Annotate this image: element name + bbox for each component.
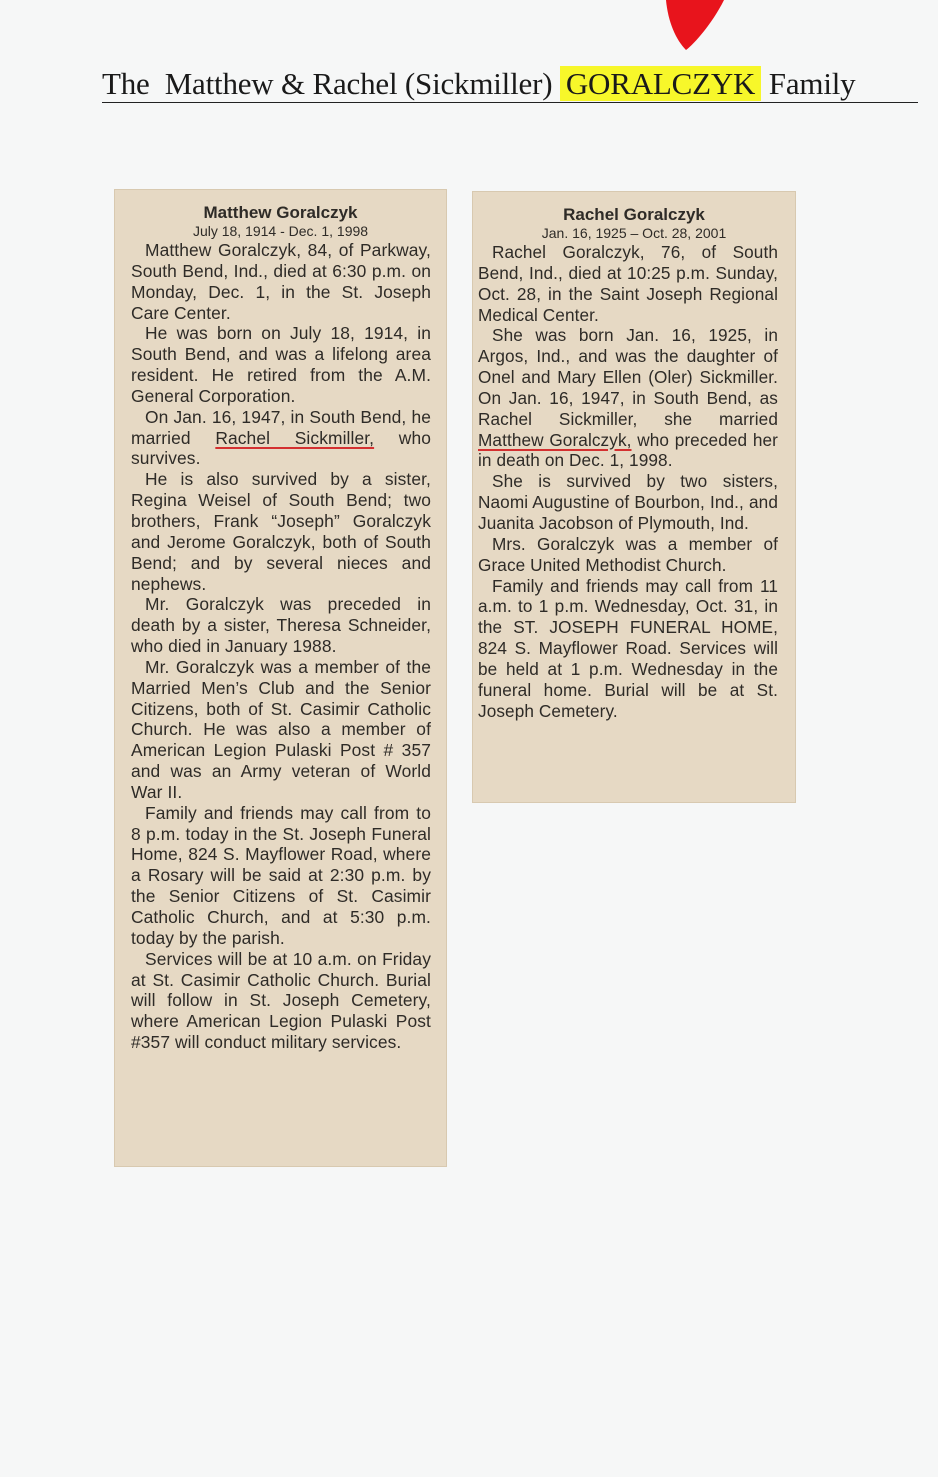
obituary-body: [114, 240, 447, 1053]
obituary-paragraph: Mr. Goralczyk was a member of the Married Men’s Club and the Senior Citizens, both of St. Casimir Catholic Church. He was also a member of American Legion Pulaski Post # 357 and was an Army veteran of World War II.: [131, 656, 431, 802]
obituary-clipping-matthew: [114, 189, 447, 1167]
obituary-paragraph: Services will be at 10 a.m. on Friday at St. Casimir Catholic Church. Burial will follow in St. Joseph Cemetery, where American Legion Pulaski Post #357 will conduct military services.: [131, 948, 431, 1053]
obituary-name: Rachel Goralczyk: [563, 205, 705, 224]
obituary-clipping-rachel: [472, 191, 796, 803]
paragraph-text: She was born Jan. 16, 1925, in Argos, Ind., and was the daughter of Onel and Mary Ellen (Oler) Sickmiller. On Jan. 16, 1947, in South Bend, as Rachel Sickmiller, she married: [478, 325, 778, 429]
underlined-spouse-name: Rachel Sickmiller,: [215, 427, 375, 448]
obituary-paragraph: She is survived by two sisters, Naomi Augustine of Bourbon, Ind., and Juanita Jacobson of Plymouth, Ind.: [478, 471, 778, 533]
title-surname-highlight: GORALCZYK: [560, 66, 761, 101]
obituary-paragraph: [131, 407, 431, 470]
obituary-paragraph: Mr. Goralczyk was preceded in death by a sister, Theresa Schneider, who died in January 1988.: [131, 594, 431, 657]
title-suffix: Family: [761, 66, 856, 101]
obituary-paragraph: He is also survived by a sister, Regina Weisel of South Bend; two brothers, Frank “Joseph” Goralczyk and Jerome Goralczyk, both of South Bend; and by several nieces and nephews.: [131, 469, 431, 594]
obituary-paragraph: Family and friends may call from 11 a.m. to 1 p.m. Wednesday, Oct. 31, in the ST. JOSEPH FUNERAL HOME, 824 S. Mayflower Road. Services will be held at 1 p.m. Wednesday in the funeral home. Burial will be at St. Joseph Cemetery.: [478, 575, 778, 721]
obituary-body: [472, 242, 796, 721]
obituary-paragraph: Family and friends may call from to 8 p.m. today in the St. Joseph Funeral Home, 824 S. Mayflower Road, where a Rosary will be said at 2:30 p.m. by the Senior Citizens of St. Casimir Catholic Church, and at 5:30 p.m. today by the parish.: [131, 802, 431, 948]
obituary-paragraph: Mrs. Goralczyk was a member of Grace United Methodist Church.: [478, 533, 778, 575]
obituary-dates: July 18, 1914 - Dec. 1, 1998: [192, 223, 369, 239]
obituary-name: Matthew Goralczyk: [203, 203, 358, 222]
red-ribbon-icon: [664, 0, 726, 52]
obituary-paragraph: Matthew Goralczyk, 84, of Parkway, South Bend, Ind., died at 6:30 p.m. on Monday, Dec. 1, in the St. Joseph Care Center.: [131, 240, 431, 323]
obituary-paragraph: He was born on July 18, 1914, in South Bend, and was a lifelong area resident. He retired from the A.M. General Corporation.: [131, 323, 431, 406]
title-prefix: The Matthew & Rachel (Sickmiller): [102, 66, 560, 101]
obituary-paragraph: Rachel Goralczyk, 76, of South Bend, Ind., died at 10:25 p.m. Sunday, Oct. 28, in the Saint Joseph Regional Medical Center.: [478, 242, 778, 325]
paragraph-text: On Jan. 16, 1947, in South Bend, he married: [131, 406, 431, 448]
obituary-dates: Jan. 16, 1925 – Oct. 28, 2001: [541, 225, 727, 241]
page-title: [102, 66, 918, 103]
paragraph-text: who survives.: [131, 427, 431, 469]
paragraph-text: who preceded her in death on Dec. 1, 1998.: [478, 429, 778, 471]
underlined-spouse-name: Matthew Goralczyk,: [478, 429, 632, 450]
obituary-paragraph: [478, 325, 778, 471]
